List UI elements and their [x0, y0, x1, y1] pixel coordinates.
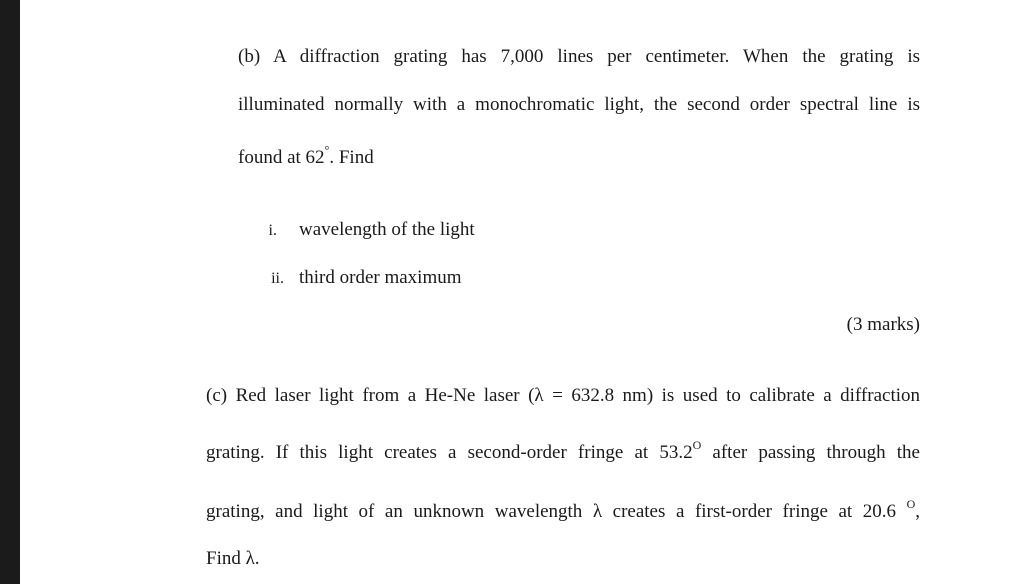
- part-c-line-2-prefix: grating. If this light creates a second-order fringe at 53.2: [206, 442, 693, 463]
- part-c-line-3-prefix: grating, and light of an unknown wavelength λ creates a first-order fringe at 20.6: [206, 501, 907, 522]
- part-c-line-4: Find λ.: [206, 548, 260, 569]
- part-b-line-1: (b) A diffraction grating has 7,000 lines per centimeter. When the grating is: [238, 46, 920, 67]
- part-b-line-2: illuminated normally with a monochromatic light, the second order spectral line is: [238, 94, 920, 115]
- part-c-line-3-suffix: ,: [915, 501, 920, 522]
- part-c-line-2-suffix: after passing through the: [701, 442, 920, 463]
- window-edge-bar: [0, 0, 20, 584]
- part-c-line-2: [206, 437, 920, 465]
- marks-label: (3 marks): [846, 314, 920, 335]
- part-c-line-3: [206, 496, 920, 524]
- degree-symbol: O: [692, 437, 702, 452]
- part-c-line-1: (c) Red laser light from a He-Ne laser (λ = 632.8 nm) is used to calibrate a diffraction: [206, 385, 920, 406]
- list-item-marker: ii.: [271, 270, 284, 287]
- degree-symbol: O: [906, 496, 916, 511]
- degree-symbol: °: [324, 142, 330, 157]
- part-b-line-3-suffix: . Find: [329, 147, 374, 168]
- list-item-text: third order maximum: [299, 267, 462, 288]
- list-item-text: wavelength of the light: [299, 219, 475, 240]
- part-b-line-3: [238, 142, 374, 170]
- list-item-marker: i.: [268, 222, 277, 239]
- part-b-line-3-prefix: found at 62: [238, 147, 325, 168]
